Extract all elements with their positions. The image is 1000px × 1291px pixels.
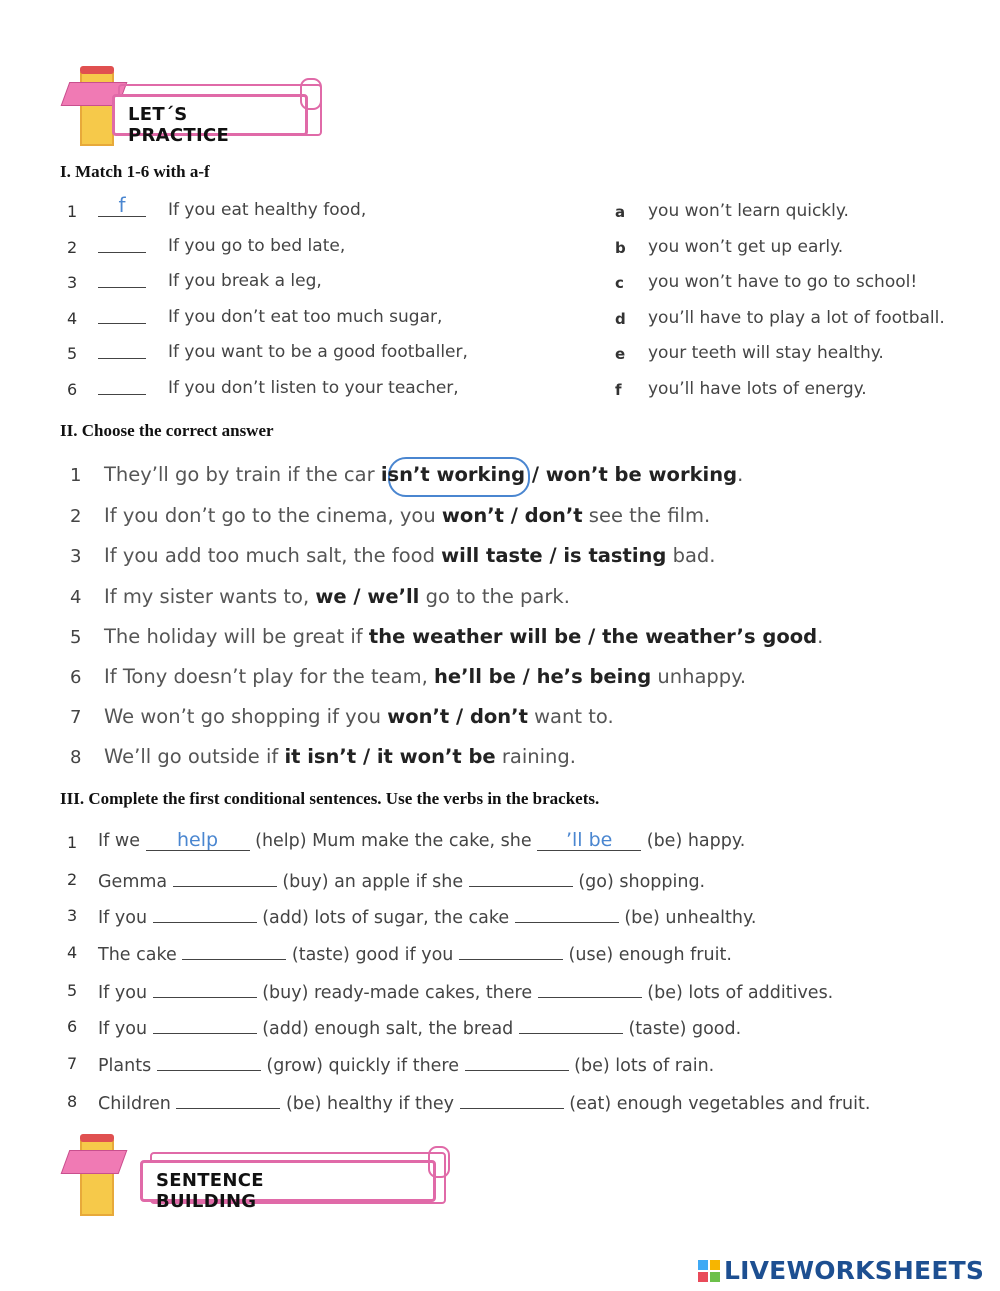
- match-left-text: If you don’t listen to your teacher,: [168, 378, 459, 398]
- blank-input[interactable]: [157, 1052, 261, 1071]
- option-letter: f: [615, 381, 622, 399]
- option-1[interactable]: it isn’t: [284, 745, 357, 768]
- blank-input[interactable]: [153, 1015, 257, 1034]
- choose-sentence: The holiday will be great if the weather will be / the weather’s good.: [104, 625, 824, 648]
- fill-sentence: Children (be) healthy if they (eat) enough vegetables and fruit.: [98, 1090, 870, 1114]
- part1-heading: I. Match 1-6 with a-f: [60, 162, 210, 181]
- blank-input[interactable]: [519, 1015, 623, 1034]
- choose-sentence: We’ll go outside if it isn’t / it won’t be raining.: [104, 745, 576, 768]
- match-answer-input[interactable]: [98, 269, 146, 288]
- option-2[interactable]: the weather’s good: [602, 625, 818, 648]
- option-1[interactable]: won’t: [441, 504, 504, 527]
- item-number: 4: [70, 587, 82, 608]
- item-number: 2: [67, 870, 78, 889]
- match-answer-input[interactable]: [98, 305, 146, 324]
- item-number: 5: [67, 981, 78, 1000]
- option-1[interactable]: will taste: [441, 544, 543, 567]
- option-1[interactable]: we: [315, 585, 347, 608]
- option-letter: d: [615, 310, 626, 328]
- option-letter: a: [615, 203, 626, 221]
- option-1[interactable]: isn’t working: [380, 463, 526, 486]
- option-letter: c: [615, 274, 624, 292]
- pencil-eraser-icon: [80, 1134, 114, 1142]
- option-1[interactable]: won’t: [387, 705, 450, 728]
- match-right-text: you won’t get up early.: [648, 237, 844, 257]
- match-left-text: If you don’t eat too much sugar,: [168, 307, 443, 327]
- option-2[interactable]: don’t: [469, 705, 528, 728]
- fill-sentence: The cake (taste) good if you (use) enough fruit.: [98, 941, 732, 965]
- item-number: 3: [70, 546, 82, 567]
- item-number: 7: [70, 707, 82, 728]
- match-right-text: you won’t learn quickly.: [648, 201, 849, 221]
- option-letter: e: [615, 345, 626, 363]
- blank-input[interactable]: [153, 979, 257, 998]
- blank-input[interactable]: [176, 1090, 280, 1109]
- choose-sentence: We won’t go shopping if you won’t / don’t want to.: [104, 705, 614, 728]
- blank-input[interactable]: [460, 1090, 564, 1109]
- item-number: 3: [67, 906, 78, 925]
- option-2[interactable]: don’t: [524, 504, 583, 527]
- blank-input[interactable]: [465, 1052, 569, 1071]
- choose-sentence: If my sister wants to, we / we’ll go to the park.: [104, 585, 570, 608]
- option-2[interactable]: we’ll: [367, 585, 420, 608]
- fill-sentence: Plants (grow) quickly if there (be) lots of rain.: [98, 1052, 714, 1076]
- option-2[interactable]: it won’t be: [376, 745, 496, 768]
- item-number: 4: [67, 943, 78, 962]
- match-right-text: you won’t have to go to school!: [648, 272, 918, 292]
- option-1[interactable]: he’ll be: [434, 665, 516, 688]
- item-number: 5: [67, 344, 78, 363]
- item-number: 1: [70, 465, 82, 486]
- match-answer-input[interactable]: f: [98, 198, 146, 217]
- blank-input[interactable]: [538, 979, 642, 998]
- choose-sentence: If you don’t go to the cinema, you won’t / don’t see the film.: [104, 504, 711, 527]
- item-number: 1: [67, 202, 78, 221]
- match-left-text: If you eat healthy food,: [168, 200, 367, 220]
- graduation-cap-icon: [61, 1150, 128, 1174]
- blank-input[interactable]: [173, 868, 277, 887]
- match-right-text: you’ll have to play a lot of football.: [648, 308, 945, 328]
- item-number: 8: [67, 1092, 78, 1111]
- blank-input[interactable]: [182, 941, 286, 960]
- choose-sentence: They’ll go by train if the car isn’t working / won’t be working.: [104, 463, 744, 486]
- match-answer-input[interactable]: [98, 376, 146, 395]
- paperclip-icon: [428, 1146, 450, 1178]
- banner-title: LET´S PRACTICE: [128, 104, 230, 146]
- option-1[interactable]: the weather will be: [368, 625, 582, 648]
- option-2[interactable]: is tasting: [563, 544, 667, 567]
- match-answer-input[interactable]: [98, 340, 146, 359]
- blank-input[interactable]: [153, 904, 257, 923]
- item-number: 2: [67, 238, 78, 257]
- item-number: 6: [70, 667, 82, 688]
- blank-input[interactable]: [469, 868, 573, 887]
- match-answer-input[interactable]: [98, 234, 146, 253]
- item-number: 7: [67, 1054, 78, 1073]
- part2-heading: II. Choose the correct answer: [60, 421, 274, 440]
- option-2[interactable]: won’t be working: [545, 463, 738, 486]
- item-number: 2: [70, 506, 82, 527]
- choose-sentence: If you add too much salt, the food will taste / is tasting bad.: [104, 544, 716, 567]
- blank-input[interactable]: ’ll be: [537, 832, 641, 851]
- match-left-text: If you go to bed late,: [168, 236, 346, 256]
- match-right-text: your teeth will stay healthy.: [648, 343, 884, 363]
- match-left-text: If you break a leg,: [168, 271, 322, 291]
- part3-heading: III. Complete the first conditional sentences. Use the verbs in the brackets.: [60, 789, 600, 808]
- item-number: 6: [67, 1017, 78, 1036]
- match-right-text: you’ll have lots of energy.: [648, 379, 867, 399]
- fill-sentence: Gemma (buy) an apple if she (go) shopping.: [98, 868, 705, 892]
- item-number: 8: [70, 747, 82, 768]
- logo-text: LIVEWORKSHEETS: [724, 1256, 985, 1285]
- fill-sentence: If you (add) enough salt, the bread (taste) good.: [98, 1015, 741, 1039]
- item-number: 5: [70, 627, 82, 648]
- option-2[interactable]: he’s being: [536, 665, 652, 688]
- blank-input[interactable]: help: [146, 832, 250, 851]
- fill-sentence: If you (add) lots of sugar, the cake (be) unhealthy.: [98, 904, 756, 928]
- fill-sentence: If we help (help) Mum make the cake, she ’ll be (be) happy.: [98, 829, 746, 851]
- choose-sentence: If Tony doesn’t play for the team, he’ll be / he’s being unhappy.: [104, 665, 747, 688]
- blank-input[interactable]: [459, 941, 563, 960]
- blank-input[interactable]: [515, 904, 619, 923]
- item-number: 3: [67, 273, 78, 292]
- fill-sentence: If you (buy) ready-made cakes, there (be) lots of additives.: [98, 979, 833, 1003]
- banner-title: SENTENCE BUILDING: [156, 1170, 264, 1212]
- paperclip-icon: [300, 78, 322, 110]
- item-number: 4: [67, 309, 78, 328]
- option-letter: b: [615, 239, 626, 257]
- item-number: 6: [67, 380, 78, 399]
- item-number: 1: [67, 833, 78, 852]
- match-left-text: If you want to be a good footballer,: [168, 342, 468, 362]
- pencil-eraser-icon: [80, 66, 114, 74]
